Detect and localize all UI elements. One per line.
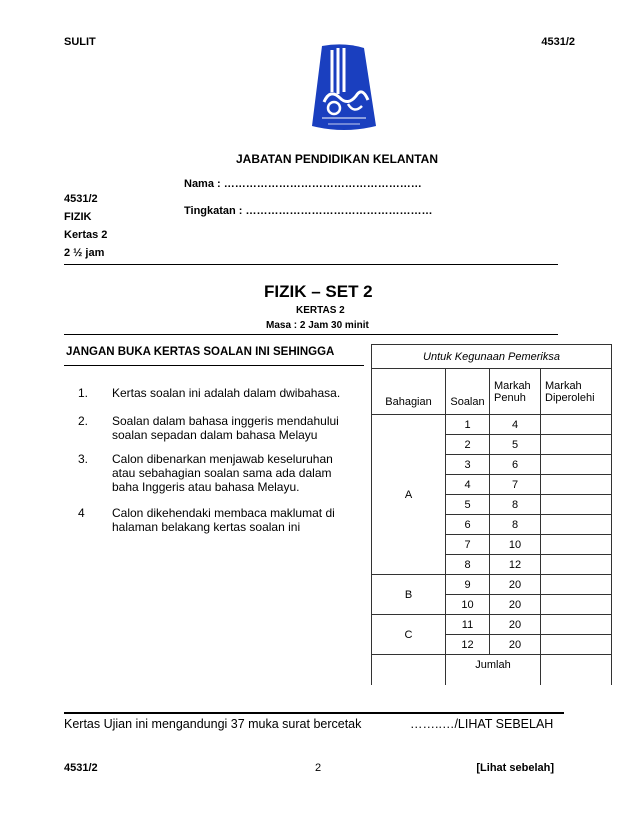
table-title: Untuk Kegunaan Pemeriksa: [372, 345, 612, 369]
question-number: 2: [446, 435, 490, 455]
footer-next: [Lihat sebelah]: [476, 762, 554, 774]
table-header: Soalan: [446, 369, 490, 415]
divider: [64, 264, 558, 265]
instruction-text: Kertas soalan ini adalah dalam dwibahasa.: [112, 386, 341, 400]
page-count-note: Kertas Ujian ini mengandungi 37 muka surat bercetak: [64, 717, 362, 731]
paper-subtitle: KERTAS 2: [296, 305, 345, 316]
paper-info: [64, 190, 107, 262]
question-number: 6: [446, 515, 490, 535]
question-number: 3: [446, 455, 490, 475]
full-mark: 20: [490, 635, 541, 655]
table-header: Bahagian: [372, 369, 446, 415]
warning-text: JANGAN BUKA KERTAS SOALAN INI SEHINGGA: [66, 346, 335, 358]
obtained-mark: [541, 575, 612, 595]
full-mark: 12: [490, 555, 541, 575]
question-number: 5: [446, 495, 490, 515]
question-number: 4: [446, 475, 490, 495]
obtained-mark: [541, 635, 612, 655]
full-mark: 20: [490, 595, 541, 615]
obtained-mark: [541, 535, 612, 555]
section-b: B: [372, 575, 446, 615]
table-header: Markah Penuh: [490, 369, 541, 415]
paper-number: Kertas 2: [64, 229, 108, 241]
obtained-mark: [541, 415, 612, 435]
kelantan-crest-logo: [308, 42, 380, 134]
full-mark: 5: [490, 435, 541, 455]
total-mark: [541, 655, 612, 685]
divider: [64, 334, 558, 335]
footer-code: 4531/2: [64, 762, 98, 774]
obtained-mark: [541, 435, 612, 455]
full-mark: 20: [490, 615, 541, 635]
obtained-mark: [541, 495, 612, 515]
obtained-mark: [541, 475, 612, 495]
paper-subject: FIZIK: [64, 211, 92, 223]
full-mark: 8: [490, 495, 541, 515]
full-mark: 10: [490, 535, 541, 555]
full-mark: 7: [490, 475, 541, 495]
paper-time: Masa : 2 Jam 30 minit: [266, 320, 369, 331]
examiner-table: [371, 344, 612, 685]
instruction-text: Calon dikehendaki membaca maklumat di halaman belakang kertas soalan ini: [112, 506, 335, 534]
question-number: 7: [446, 535, 490, 555]
instruction-text: Calon dibenarkan menjawab keseluruhan atau sebahagian soalan sama ada dalam baha Inggeris atau bahasa Melayu.: [112, 452, 333, 494]
question-number: 10: [446, 595, 490, 615]
instruction-num: 4: [78, 506, 85, 520]
section-a: A: [372, 415, 446, 575]
instruction-num: 1.: [78, 386, 89, 400]
question-number: 8: [446, 555, 490, 575]
total-label: Jumlah: [446, 655, 541, 685]
obtained-mark: [541, 615, 612, 635]
next-page-note: ……..…/LIHAT SEBELAH: [410, 717, 554, 731]
question-number: 1: [446, 415, 490, 435]
instruction-num: 3.: [78, 452, 89, 466]
divider: [64, 365, 364, 366]
question-number: 9: [446, 575, 490, 595]
obtained-mark: [541, 455, 612, 475]
instruction-num: 2.: [78, 414, 89, 428]
section-c: C: [372, 615, 446, 655]
full-mark: 20: [490, 575, 541, 595]
table-header: Markah Diperolehi: [541, 369, 612, 415]
obtained-mark: [541, 595, 612, 615]
divider: [64, 712, 564, 714]
full-mark: 4: [490, 415, 541, 435]
question-number: 12: [446, 635, 490, 655]
instruction-text: Soalan dalam bahasa inggeris mendahului soalan sepadan dalam bahasa Melayu: [112, 414, 339, 442]
name-field-label: Nama : ………………………………………………: [184, 178, 422, 190]
header-right: 4531/2: [541, 36, 575, 48]
obtained-mark: [541, 555, 612, 575]
header-left: SULIT: [64, 36, 96, 48]
full-mark: 6: [490, 455, 541, 475]
department-name: JABATAN PENDIDIKAN KELANTAN: [236, 152, 438, 166]
full-mark: 8: [490, 515, 541, 535]
question-number: 11: [446, 615, 490, 635]
page-number: 2: [315, 762, 322, 774]
paper-duration: 2 ½ jam: [64, 247, 105, 259]
paper-title: FIZIK – SET 2: [264, 282, 373, 301]
paper-code: 4531/2: [64, 193, 98, 205]
obtained-mark: [541, 515, 612, 535]
form-field-label: Tingkatan : ……………………………………………: [184, 205, 433, 217]
